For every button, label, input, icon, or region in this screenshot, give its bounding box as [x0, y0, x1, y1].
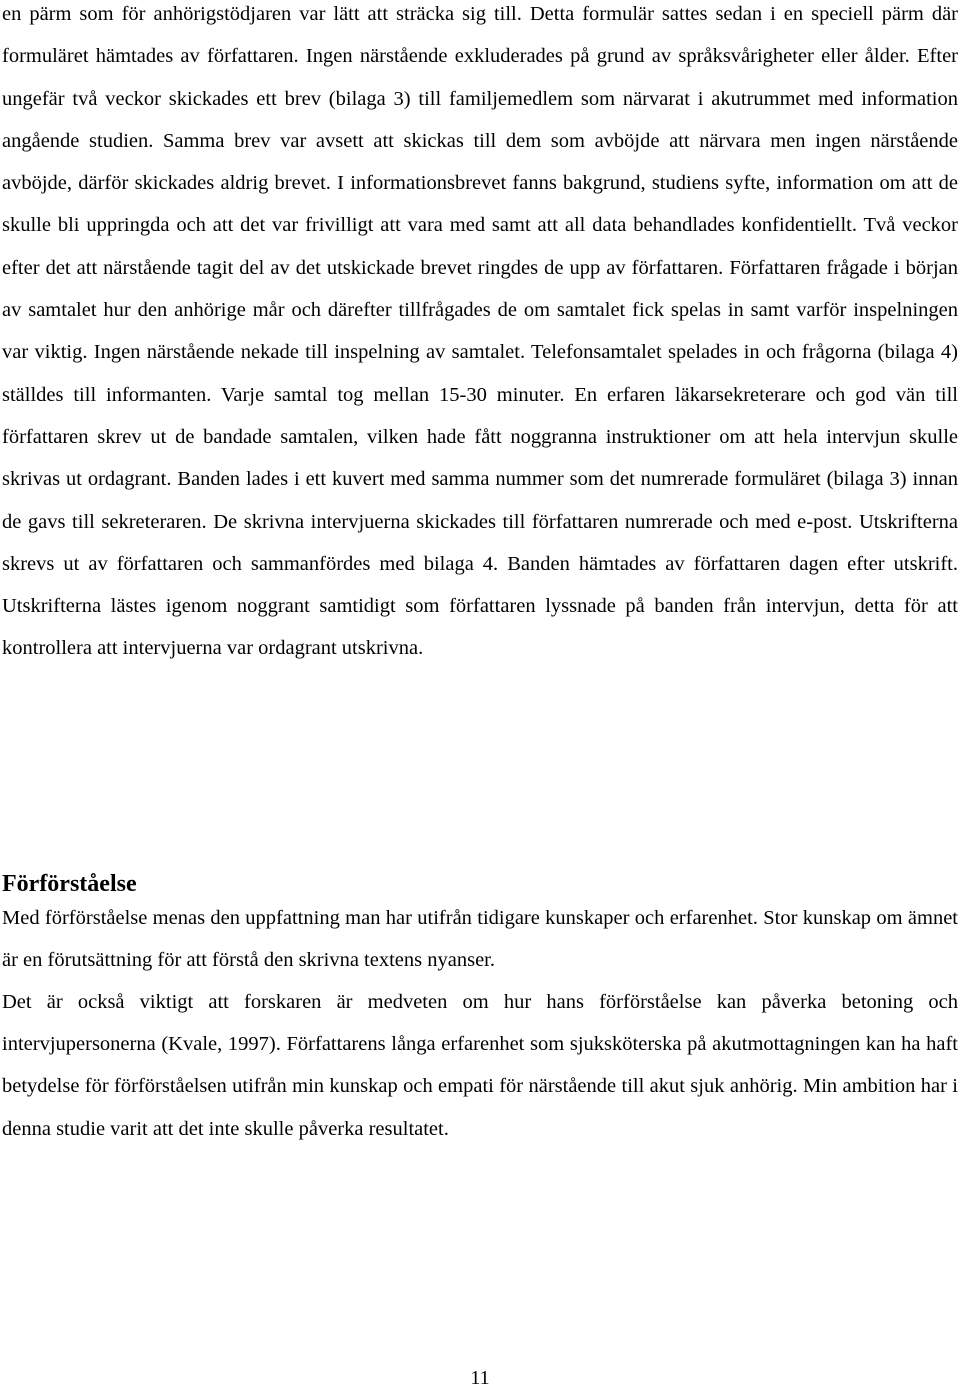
body-paragraph-method: en pärm som för anhörigstödjaren var lätt att sträcka sig till. Detta formulär sattes sedan i en speciell pärm där formuläret hämtades av författaren. Ingen närstående exkluderades på grund av språksvårigheter eller ålder. Efter ungefär två veckor skickades ett brev (bilaga 3) till familjemedlem som närvarat i akutrummet med information angående studien. Samma brev var avsett att skickas till dem som avböjde att närvara men ingen närstående avböjde, därför skickades aldrig brevet. I informationsbrevet fanns bakgrund, studiens syfte, information om att de skulle bli uppringda och att det var frivilligt att vara med samt att all data behandlades konfidentiellt. Två veckor efter det att närstående tagit del av det utskickade brevet ringdes de upp av författaren. Författaren frågade i början av samtalet hur den anhörige mår och därefter tillfrågades de om samtalet fick spelas in samt varför inspelningen var viktig. Ingen närstående nekade till inspelning av samtalet. Telefonsamtalet spelades in och frågorna (bilaga 4) ställdes till informanten. Varje samtal tog mellan 15-30 minuter. En erfaren läkarsekreterare och god vän till författaren skrev ut de bandade samtalen, vilken hade fått noggranna instruktioner om att hela intervjun skulle skrivas ut ordagrant. Banden lades i ett kuvert med samma nummer som det numrerade formuläret (bilaga 3) innan de gavs till sekreteraren. De skrivna intervjuerna skickades till författaren numrerade och med e-post. Utskrifterna skrevs ut av författaren och sammanfördes med bilaga 4. Banden hämtades av författaren dagen efter utskrift. Utskrifterna lästes igenom noggrant samtidigt som författaren lyssnade på banden från intervjun, detta för att kontrollera att intervjuerna var ordagrant utskrivna.	[2, 3, 958, 660]
page-number: 11	[470, 1367, 490, 1389]
body-paragraph-forforstaelse-definition: Med förförståelse menas den uppfattning man har utifrån tidigare kunskaper och erfarenhet. Stor kunskap om ämnet är en förutsättning för att förstå den skrivna textens nyanser.	[2, 907, 958, 971]
body-paragraph-forforstaelse-reflection: Det är också viktigt att forskaren är medveten om hur hans förförståelse kan påverka betoning och intervjupersonerna (Kvale, 1997). Författarens långa erfarenhet som sjuksköterska på akutmottagningen kan ha haft betydelse för förförståelsen utifrån min kunskap och empati för närstående till akut sjuk anhörig. Min ambition har i denna studie varit att det inte skulle påverka resultatet.	[2, 991, 958, 1140]
section-heading-forforstaelse: Förförståelse	[2, 871, 137, 897]
